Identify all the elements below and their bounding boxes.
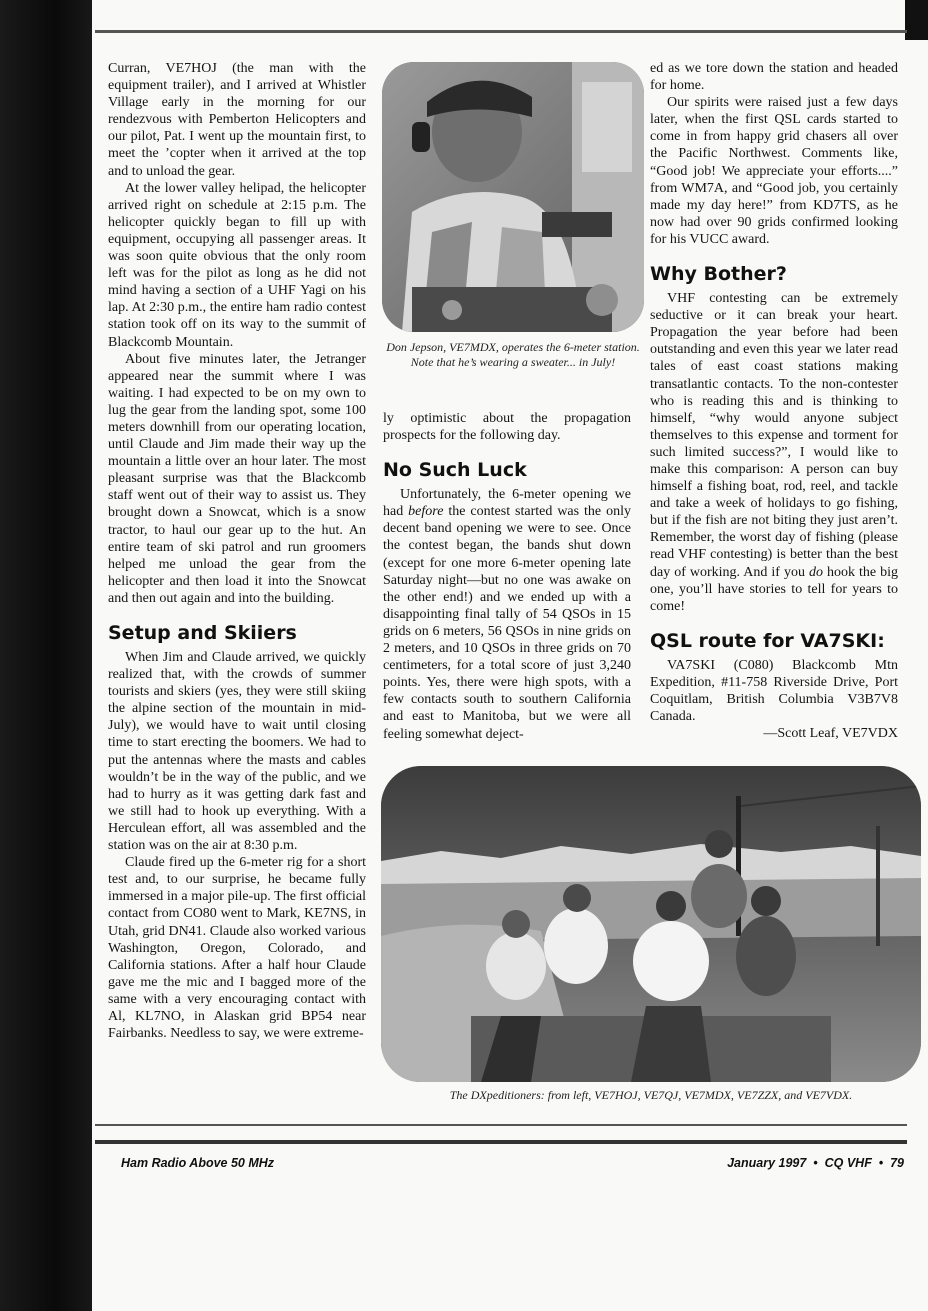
paragraph: Our spirits were raised just a few days later, when the first QSL cards started to come in from happy grid chasers all over the Pacific Northwest. Comments like, “Good job! We appreciate your efforts....” from WM7A, and “Good job, you certainly made my day here!” from KD7TS, as he now had over 90 grids confirmed looking for his VUCC award. [650,95,898,247]
heading-qsl-route: QSL route for VA7SKI: [650,629,885,652]
paragraph: ed as we tore down the station and headed for home. [650,61,898,94]
group-photo-image [381,766,921,1082]
emphasis: do [808,564,823,580]
paragraph: ly optimistic about the propagation prospects for the following day. [383,411,631,444]
column-1 [108,60,366,1042]
operator-photo-caption: Don Jepson, VE7MDX, operates the 6-meter station. Note that he’s wearing a sweater... in July! [386,340,640,369]
group-photo-caption: The DXpeditioners: from left, VE7HOJ, VE7QJ, VE7MDX, VE7ZZX, and VE7VDX. [449,1088,853,1102]
text-run: VHF contesting can be extremely seductive or it can break your heart. Propagation the year before had been outstanding and even this year we later read tales of east coast stations making transatlantic contacts. To the non-contester who is reading this and is thinking to himself, “why would anyone subject themselves to this expense and torment for such limited success?”, I would like to make this comparison: A person can buy himself a fishing boat, rod, reel, and tackle and take a week of holidays to go fishing, but if the fish are not biting they just aren’t. Remember, the worst day of fishing (please read VHF contesting) is better than the best day of working. And if you [650,291,898,580]
paragraph: When Jim and Claude arrived, we quickly realized that, with the crowds of summer tourists and skiers (yes, they were still skiing the alpine section of the mountain in mid-July), we would have to wait until closing time to start erecting the boomers. We had to put the antennas where the masts and cables wouldn’t be in the way of the public, and we had to hurry as it was getting dark fast and we still had to hook up everything. With a Herculean effort, all was assembled and the station was on the air at 8:30 p.m. [108,650,366,854]
group-photo [381,766,921,1082]
paragraph: At the lower valley helipad, the helicopter arrived right on schedule at 2:15 p.m. The helicopter quickly began to fill up with equipment, occupying all passenger areas. It was soon quite obvious that the only room left was for the pilot as long as he did not mind having a section of a UHF Yagi on his lap. At 2:30 p.m., the entire ham radio contest station took off on its way to the summit of Blackcomb Mountain. [108,180,366,350]
qsl-address: VA7SKI (C080) Blackcomb Mtn Expedition, #11-758 Riverside Drive, Port Coquitlam, British Columbia V3B7V8 Canada. [650,657,898,725]
footer-right: January 1997 • CQ VHF • 79 [727,1156,904,1170]
heading-why-bother: Why Bother? [650,263,787,286]
text-run: hook the big one, you’ll have stories to tell for years to come! [650,564,898,614]
column-2 [383,410,631,743]
emphasis: before [408,504,444,520]
operator-photo [382,62,644,332]
paragraph: Curran, VE7HOJ (the man with the equipment trailer), and I arrived at Whistler Village early in the morning for our rendezvous with Pemberton Helicopters and our pilot, Pat. I went up the mountain first, to meet the ’copter when it arrived at the top and to unload the gear. [108,61,366,179]
paragraph [650,290,898,615]
paragraph: Claude fired up the 6-meter rig for a short test and, to our surprise, he became fully immersed in a major pile-up. The first official contact from CO80 went to Mark, KE7NS, in Utah, grid DN41. Claude also worked various Washington, Oregon, Colorado, and California stations. After a half hour Claude gave me the mic and I bagged more of the same with a very encouraging contact with Al, KL7NO, in Alaskan grid BP54 near Fairbanks. Needless to say, we were extreme- [108,855,366,1042]
author-signature: —Scott Leaf, VE7VDX [763,726,898,742]
bottom-rule-thick [95,1140,907,1144]
bottom-rule [95,1124,907,1126]
paragraph: About five minutes later, the Jetranger appeared near the summit where I was waiting. I had expected to be on my own to lug the gear from the landing spot, some 100 meters downhill from our operating location, until Claude and Jim made their way up the mountain a little over an hour later. The most pleasant surprise was that the Blackcomb staff went out of their way to assist us. They brought down a Snowcat, which is a snow tractor, to haul our gear up to the hut. An entire team of ski patrol and run groomers helped me unload the gear from the helicopter and then load it into the Snowcat and then out again and into the building. [108,351,366,606]
binding-spine [0,0,92,1311]
column-3 [650,60,898,742]
top-rule [95,30,907,33]
text-run: Unfortunately, the 6-meter opening we had [383,487,631,520]
operator-photo-image [382,62,644,332]
text-run: the contest started was the only decent band opening we were to see. Once the contest began, the bands shut down (except for one more 6-meter opening late Saturday night—but no one was awake on the other end!) and we ended up with a disappointing final tally of 54 QSOs in 15 grids on 6 meters, 56 QSOs in nine grids on 2 meters, and 10 QSOs in three grids on 70 centimeters, for a total score of just 3,240 points. Yes, there were high spots, with a few contacts south to southern California and east to Manitoba, but we were all feeling somewhat deject- [383,504,631,742]
heading-setup-and-skiiers: Setup and Skiiers [108,622,297,644]
scan-edge-mark [905,0,928,40]
footer-left: Ham Radio Above 50 MHz [121,1156,275,1170]
heading-no-such-luck: No Such Luck [383,459,527,482]
paragraph [383,486,631,742]
